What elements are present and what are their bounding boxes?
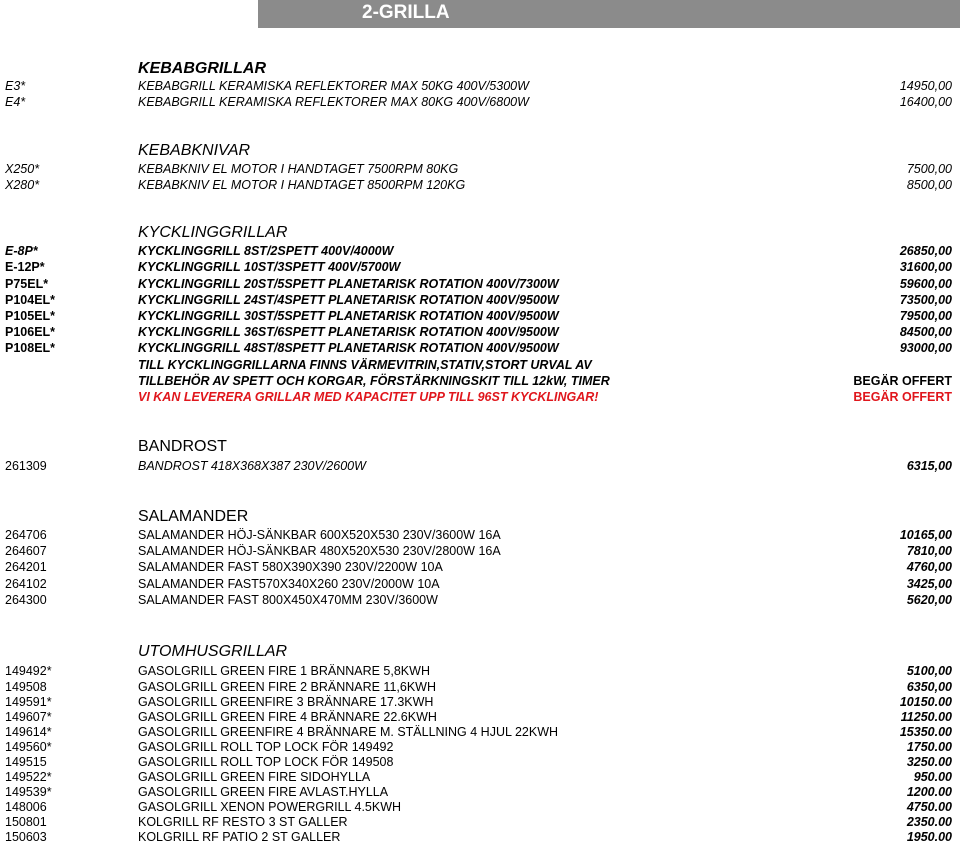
item-price: 7500,00 [906, 162, 952, 176]
item-price: 15350.00 [899, 725, 952, 739]
item-code: 149492* [5, 664, 52, 678]
item-code: 148006 [5, 800, 47, 814]
table-row [0, 664, 960, 679]
item-description: SALAMANDER HÖJ-SÄNKBAR 480X520X530 230V/2800W 16A [138, 544, 501, 558]
item-price: 16400,00 [899, 95, 952, 109]
item-description: KYCKLINGGRILL 36ST/6SPETT PLANETARISK ROTATION 400V/9500W [138, 325, 559, 339]
item-code: P75EL* [5, 277, 49, 291]
item-price: 5100,00 [906, 664, 952, 678]
item-description: GASOLGRILL ROLL TOP LOCK FÖR 149508 [138, 755, 394, 769]
item-description: SALAMANDER HÖJ-SÄNKBAR 600X520X530 230V/3600W 16A [138, 528, 501, 542]
item-code: P106EL* [5, 325, 56, 339]
section-title-kebabknivar: KEBABKNIVAR [138, 142, 251, 159]
item-description: GASOLGRILL ROLL TOP LOCK FÖR 149492 [138, 740, 394, 754]
item-price: 10165,00 [899, 528, 952, 542]
item-description: GASOLGRILL GREEN FIRE AVLAST.HYLLA [138, 785, 389, 799]
item-code: 264201 [5, 560, 47, 574]
item-description: KYCKLINGGRILL 48ST/8SPETT PLANETARISK ROTATION 400V/9500W [138, 341, 559, 355]
item-price: 14950,00 [899, 79, 952, 93]
note-line [0, 374, 960, 389]
table-row [0, 459, 960, 474]
table-row [0, 341, 960, 356]
item-code: 149614* [5, 725, 52, 739]
item-description: GASOLGRILL XENON POWERGRILL 4.5KWH [138, 800, 402, 814]
item-price: 84500,00 [899, 325, 952, 339]
item-code: P104EL* [5, 293, 56, 307]
table-row [0, 528, 960, 543]
item-description: SALAMANDER FAST 580X390X390 230V/2200W 10A [138, 560, 443, 574]
item-code: 149607* [5, 710, 52, 724]
item-code: 149560* [5, 740, 52, 754]
item-description: KEBABGRILL KERAMISKA REFLEKTORER MAX 80KG 400V/6800W [138, 95, 529, 109]
table-row [0, 79, 960, 94]
item-price: 2350.00 [906, 815, 952, 829]
section-title-kycklinggrillar: KYCKLINGGRILLAR [138, 224, 288, 241]
table-row [0, 277, 960, 292]
item-price: 26850,00 [899, 244, 952, 258]
table-row [0, 785, 960, 800]
item-price: 73500,00 [899, 293, 952, 307]
table-row [0, 800, 960, 815]
table-row [0, 710, 960, 725]
quote-request: BEGÄR OFFERT [853, 374, 952, 388]
item-code: X250* [5, 162, 40, 176]
item-description: GASOLGRILL GREENFIRE 3 BRÄNNARE 17.3KWH [138, 695, 434, 709]
table-row [0, 577, 960, 592]
item-code: 261309 [5, 459, 47, 473]
table-row [0, 755, 960, 770]
section-title-utomhusgrillar: UTOMHUSGRILLAR [138, 643, 288, 660]
item-description: GASOLGRILL GREEN FIRE 4 BRÄNNARE 22.6KWH [138, 710, 437, 724]
item-price: 7810,00 [906, 544, 952, 558]
item-code: P108EL* [5, 341, 56, 355]
item-price: 5620,00 [906, 593, 952, 607]
item-description: GASOLGRILL GREEN FIRE 1 BRÄNNARE 5,8KWH [138, 664, 430, 678]
table-row [0, 244, 960, 259]
item-code: 149515 [5, 755, 47, 769]
item-code: E-8P* [5, 244, 38, 258]
item-description: BANDROST 418X368X387 230V/2600W [138, 459, 366, 473]
item-price: 1750.00 [906, 740, 952, 754]
table-row [0, 162, 960, 177]
item-code: 150603 [5, 830, 47, 844]
table-row [0, 593, 960, 608]
category-banner [258, 0, 960, 28]
item-price: 6315,00 [906, 459, 952, 473]
table-row [0, 260, 960, 275]
item-code: X280* [5, 178, 40, 192]
item-price: 31600,00 [899, 260, 952, 274]
item-code: P105EL* [5, 309, 56, 323]
table-row [0, 560, 960, 575]
item-description: KYCKLINGGRILL 20ST/5SPETT PLANETARISK ROTATION 400V/7300W [138, 277, 559, 291]
note-line [0, 358, 960, 373]
item-description: KYCKLINGGRILL 10ST/3SPETT 400V/5700W [138, 260, 401, 274]
item-description: SALAMANDER FAST 800X450X470MM 230V/3600W [138, 593, 438, 607]
item-code: 264102 [5, 577, 47, 591]
item-price: 11250.00 [900, 710, 952, 724]
item-code: E-12P* [5, 260, 45, 274]
item-code: 149508 [5, 680, 47, 694]
item-code: 149591* [5, 695, 52, 709]
item-price: 79500,00 [899, 309, 952, 323]
item-code: 264300 [5, 593, 47, 607]
section-title-kebabgrillar: KEBABGRILLAR [138, 60, 266, 77]
item-code: 150801 [5, 815, 47, 829]
item-description: KEBABGRILL KERAMISKA REFLEKTORER MAX 50KG 400V/5300W [138, 79, 529, 93]
table-row [0, 725, 960, 740]
item-description: KYCKLINGGRILL 30ST/5SPETT PLANETARISK ROTATION 400V/9500W [138, 309, 559, 323]
item-description: KYCKLINGGRILL 8ST/2SPETT 400V/4000W [138, 244, 394, 258]
section-title-bandrost: BANDROST [138, 438, 227, 455]
table-row [0, 830, 960, 845]
item-code: 264607 [5, 544, 47, 558]
note-text: TILLBEHÖR AV SPETT OCH KORGAR, FÖRSTÄRKNINGSKIT TILL 12kW, TIMER [138, 374, 610, 388]
table-row [0, 680, 960, 695]
item-price: 4750.00 [906, 800, 952, 814]
table-row [0, 544, 960, 559]
note-line [0, 390, 960, 405]
item-price: 3250.00 [906, 755, 952, 769]
item-description: GASOLGRILL GREENFIRE 4 BRÄNNARE M. STÄLLNING 4 HJUL 22KWH [138, 725, 559, 739]
item-price: 1200.00 [906, 785, 952, 799]
item-description: KEBABKNIV EL MOTOR I HANDTAGET 8500RPM 120KG [138, 178, 466, 192]
item-description: GASOLGRILL GREEN FIRE 2 BRÄNNARE 11,6KWH [138, 680, 436, 694]
capacity-note: VI KAN LEVERERA GRILLAR MED KAPACITET UPP TILL 96ST KYCKLINGAR! [138, 390, 599, 404]
note-text: TILL KYCKLINGGRILLARNA FINNS VÄRMEVITRIN,STATIV,STORT URVAL AV [138, 358, 592, 372]
item-price: 93000,00 [899, 341, 952, 355]
item-code: E4* [5, 95, 26, 109]
item-code: 149522* [5, 770, 52, 784]
table-row [0, 309, 960, 324]
item-description: GASOLGRILL GREEN FIRE SIDOHYLLA [138, 770, 371, 784]
item-description: KOLGRILL RF PATIO 2 ST GALLER [138, 830, 341, 844]
section-title-salamander: SALAMANDER [138, 508, 249, 525]
quote-request: BEGÄR OFFERT [853, 390, 952, 404]
item-price: 950.00 [913, 770, 952, 784]
table-row [0, 325, 960, 340]
item-price: 8500,00 [906, 178, 952, 192]
item-code: 149539* [5, 785, 52, 799]
item-description: SALAMANDER FAST570X340X260 230V/2000W 10A [138, 577, 440, 591]
table-row [0, 95, 960, 110]
item-price: 4760,00 [906, 560, 952, 574]
item-price: 6350,00 [906, 680, 952, 694]
item-code: 264706 [5, 528, 47, 542]
item-price: 10150.00 [899, 695, 952, 709]
item-price: 3425,00 [906, 577, 952, 591]
item-price: 59600,00 [899, 277, 952, 291]
table-row [0, 695, 960, 710]
item-code: E3* [5, 79, 26, 93]
item-price: 1950.00 [906, 830, 952, 844]
table-row [0, 178, 960, 193]
table-row [0, 770, 960, 785]
item-description: KYCKLINGGRILL 24ST/4SPETT PLANETARISK ROTATION 400V/9500W [138, 293, 559, 307]
item-description: KEBABKNIV EL MOTOR I HANDTAGET 7500RPM 80KG [138, 162, 459, 176]
table-row [0, 740, 960, 755]
item-description: KOLGRILL RF RESTO 3 ST GALLER [138, 815, 348, 829]
table-row [0, 293, 960, 308]
category-title: 2-GRILLA [362, 2, 450, 23]
table-row [0, 815, 960, 830]
